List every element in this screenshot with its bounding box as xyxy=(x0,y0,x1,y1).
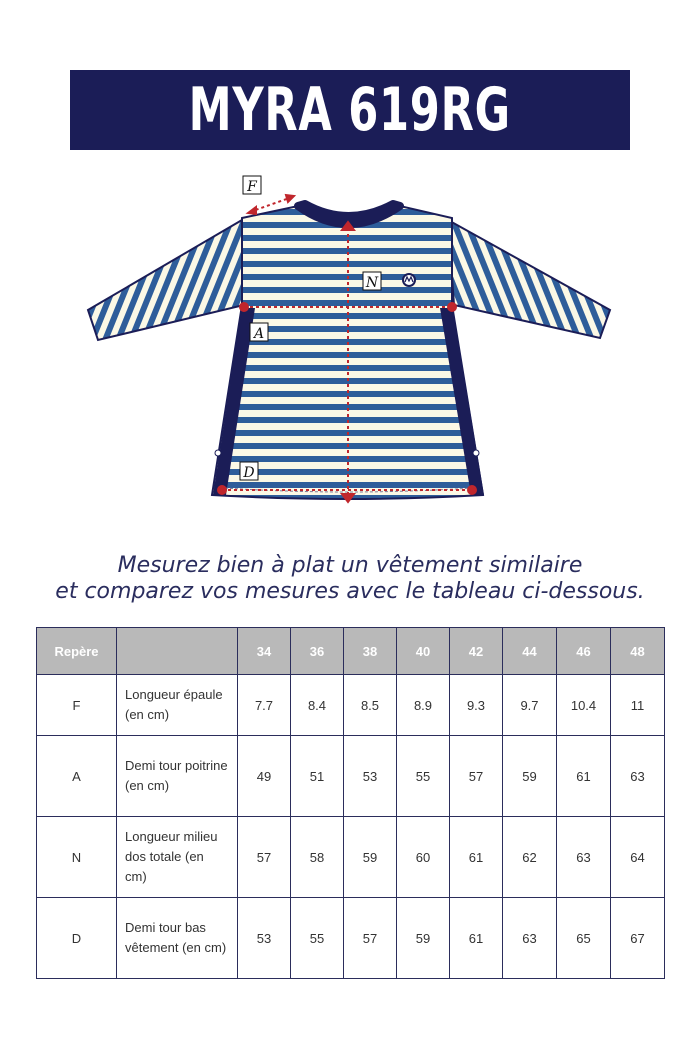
garment-diagram xyxy=(80,170,620,515)
cell-value: 53 xyxy=(238,898,291,979)
table-header-row xyxy=(37,628,665,675)
label-n: N xyxy=(365,275,379,291)
cell-value: 51 xyxy=(291,736,344,817)
label-box-n xyxy=(363,272,381,291)
header-size: 40 xyxy=(397,628,450,675)
side-button-icon xyxy=(215,450,221,456)
label-box-a xyxy=(250,323,268,342)
cell-value: 9.3 xyxy=(450,675,503,736)
cell-value: 9.7 xyxy=(503,675,557,736)
row-mark: D xyxy=(37,898,117,979)
header-size: 38 xyxy=(344,628,397,675)
cell-value: 59 xyxy=(397,898,450,979)
cell-value: 59 xyxy=(503,736,557,817)
cell-value: 60 xyxy=(397,817,450,898)
header-desc xyxy=(117,628,238,675)
row-desc: Demi tour poitrine (en cm) xyxy=(117,736,238,817)
row-mark: F xyxy=(37,675,117,736)
label-a: A xyxy=(253,326,265,342)
cell-value: 64 xyxy=(611,817,665,898)
label-f: F xyxy=(247,179,257,195)
row-desc: Demi tour bas vêtement (en cm) xyxy=(117,898,238,979)
side-button-icon xyxy=(473,450,479,456)
table-row xyxy=(37,736,665,817)
cell-value: 58 xyxy=(291,817,344,898)
size-chart-table xyxy=(36,627,665,979)
cell-value: 53 xyxy=(344,736,397,817)
instructions-line-2: et comparez vos mesures avec le tableau ci-dessous. xyxy=(55,579,645,604)
cell-value: 67 xyxy=(611,898,665,979)
cell-value: 61 xyxy=(450,898,503,979)
header-mark: Repère xyxy=(37,628,117,675)
cell-value: 63 xyxy=(557,817,611,898)
header-size: 36 xyxy=(291,628,344,675)
cell-value: 55 xyxy=(397,736,450,817)
cell-value: 11 xyxy=(611,675,665,736)
table-row xyxy=(37,675,665,736)
right-sleeve xyxy=(448,220,610,338)
left-sleeve xyxy=(88,220,244,340)
header-size: 42 xyxy=(450,628,503,675)
cell-value: 63 xyxy=(503,898,557,979)
cell-value: 57 xyxy=(344,898,397,979)
header-size: 46 xyxy=(557,628,611,675)
table-row xyxy=(37,817,665,898)
cell-value: 7.7 xyxy=(238,675,291,736)
cell-value: 59 xyxy=(344,817,397,898)
cell-value: 55 xyxy=(291,898,344,979)
row-mark: N xyxy=(37,817,117,898)
label-box-d xyxy=(240,462,258,481)
garment-body xyxy=(212,206,483,499)
measure-instructions xyxy=(20,553,680,605)
cell-value: 61 xyxy=(557,736,611,817)
instructions-line-1: Mesurez bien à plat un vêtement similaire xyxy=(117,553,583,578)
cell-value: 63 xyxy=(611,736,665,817)
row-desc: Longueur milieu dos totale (en cm) xyxy=(117,817,238,898)
cell-value: 57 xyxy=(238,817,291,898)
label-box-f xyxy=(243,176,261,195)
product-title: MYRA 619RG xyxy=(188,75,512,145)
cell-value: 8.9 xyxy=(397,675,450,736)
cell-value: 62 xyxy=(503,817,557,898)
header-size: 44 xyxy=(503,628,557,675)
title-banner xyxy=(70,70,630,150)
cell-value: 57 xyxy=(450,736,503,817)
cell-value: 8.4 xyxy=(291,675,344,736)
cell-value: 65 xyxy=(557,898,611,979)
row-desc: Longueur épaule (en cm) xyxy=(117,675,238,736)
cell-value: 8.5 xyxy=(344,675,397,736)
cell-value: 61 xyxy=(450,817,503,898)
cell-value: 10.4 xyxy=(557,675,611,736)
logo-badge-icon xyxy=(403,274,415,286)
cell-value: 49 xyxy=(238,736,291,817)
label-d: D xyxy=(243,465,255,481)
table-row xyxy=(37,898,665,979)
header-size: 34 xyxy=(238,628,291,675)
row-mark: A xyxy=(37,736,117,817)
header-size: 48 xyxy=(611,628,665,675)
